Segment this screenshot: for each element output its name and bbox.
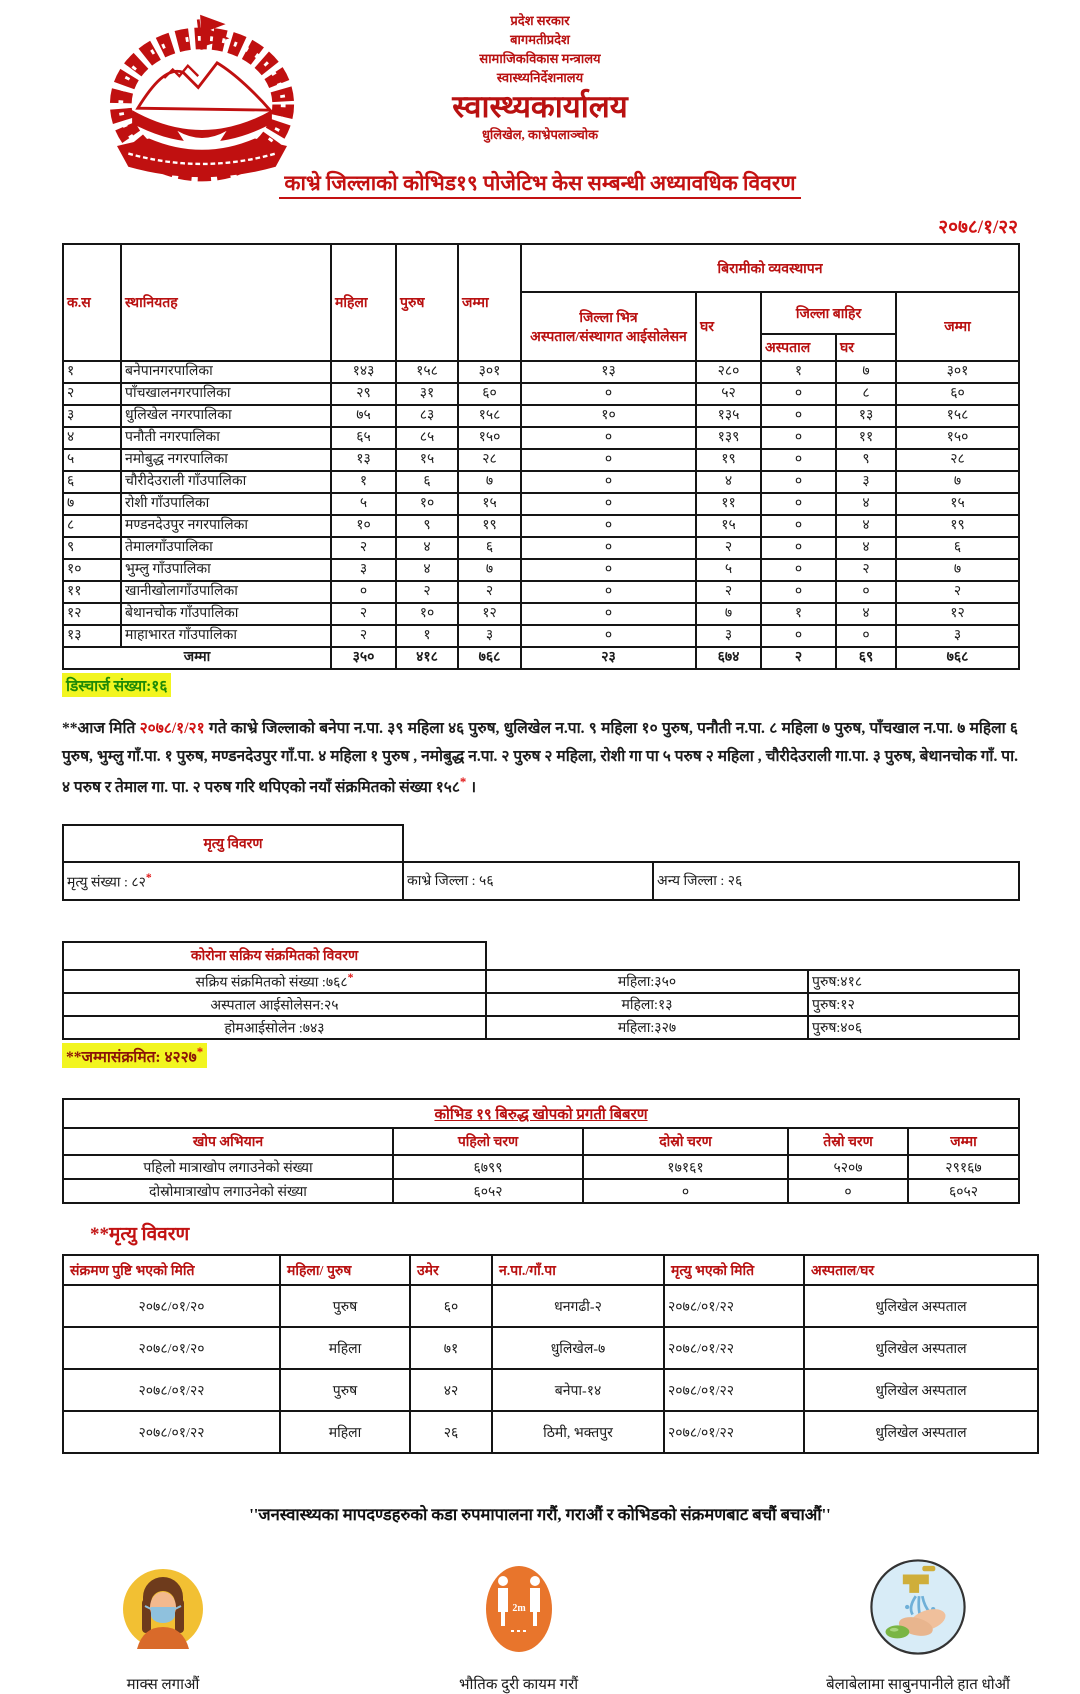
cell-female: २९ xyxy=(331,383,396,405)
cell-female: ६५ xyxy=(331,427,396,449)
municipality-row xyxy=(63,427,1019,449)
cell-sn: ६ xyxy=(63,471,121,493)
deaths-header-row xyxy=(63,1255,1038,1285)
col-header-sn: क.स xyxy=(63,244,121,361)
cell-total: २ xyxy=(458,581,521,603)
cell-home: १३९ xyxy=(696,427,761,449)
cell-male: ६ xyxy=(396,471,458,493)
deaths-col-hospital: अस्पताल/घर xyxy=(804,1255,1038,1285)
total-infected-wrap xyxy=(62,1043,1080,1068)
death-total-asterisk: * xyxy=(145,870,152,884)
cell-locality: धुलिखेल नगरपालिका xyxy=(121,405,331,427)
cell-locality: भुम्लु गाँउपालिका xyxy=(121,559,331,581)
nepal-government-emblem-icon xyxy=(96,10,308,180)
cell-locality: तेमालगाँउपालिका xyxy=(121,537,331,559)
death-age: ७१ xyxy=(410,1327,492,1369)
vaccine-label-cell: पहिलो मात्राखोप लगाउनेको संख्या xyxy=(63,1155,393,1179)
col-header-home: घर xyxy=(696,292,761,361)
cell-home: ७ xyxy=(696,603,761,625)
death-gender: महिला xyxy=(280,1411,410,1453)
vaccine-phase2-cell: १७१६१ xyxy=(583,1155,788,1179)
cell-outside-hospital: ० xyxy=(761,449,836,471)
cell-total: ७ xyxy=(458,559,521,581)
cell-sn: १० xyxy=(63,559,121,581)
cell-sn: १२ xyxy=(63,603,121,625)
total-female: ३५० xyxy=(331,647,396,669)
col-header-locality: स्थानियतह xyxy=(121,244,331,361)
municipality-row xyxy=(63,405,1019,427)
active-female-cell: महिला:१३ xyxy=(486,993,808,1016)
cell-female: २ xyxy=(331,603,396,625)
municipality-case-table xyxy=(62,243,1020,670)
cell-home: १३५ xyxy=(696,405,761,427)
cell-sn: ३ xyxy=(63,405,121,427)
active-label-text: अस्पताल आईसोलेसन:२५ xyxy=(210,998,339,1014)
cell-home: २८० xyxy=(696,361,761,383)
active-female-cell: महिला:३५० xyxy=(486,970,808,993)
cell-outside-hospital: ० xyxy=(761,405,836,427)
death-date: २०७८/०१/२२ xyxy=(664,1411,804,1453)
active-title-row xyxy=(63,942,1019,970)
cell-grand-total: १५ xyxy=(896,493,1019,515)
district-inside-label: जिल्ला भित्र xyxy=(579,310,638,326)
death-gender: पुरुष xyxy=(280,1285,410,1327)
death-record-row xyxy=(63,1327,1038,1369)
cell-locality: मण्डनदेउपुर नगरपालिका xyxy=(121,515,331,537)
cell-grand-total: २ xyxy=(896,581,1019,603)
vaccine-progress-table xyxy=(62,1098,1020,1204)
cell-home: ५२ xyxy=(696,383,761,405)
col-header-male: पुरुष xyxy=(396,244,458,361)
cell-grand-total: २८ xyxy=(896,449,1019,471)
distance-badge: 2m xyxy=(511,1603,526,1615)
active-label-cell xyxy=(63,1016,486,1039)
cell-total: ३०१ xyxy=(458,361,521,383)
death-total-text: मृत्यु संख्या : ८२ xyxy=(67,875,146,891)
government-line-4: स्वास्थ्यनिर्देशनालय xyxy=(496,69,584,85)
col-header-district-outside: जिल्ला बाहिर xyxy=(761,292,896,334)
death-date: २०७८/०१/२२ xyxy=(664,1369,804,1411)
cell-female: ७५ xyxy=(331,405,396,427)
total-home: ६७४ xyxy=(696,647,761,669)
office-name: स्वास्थ्यकार्यालय xyxy=(452,89,628,125)
paragraph-asterisk: * xyxy=(459,774,467,790)
vaccine-col-total: जम्मा xyxy=(908,1128,1019,1155)
cell-male: १० xyxy=(396,493,458,515)
cell-male: १५८ xyxy=(396,361,458,383)
vaccine-row xyxy=(63,1155,1019,1179)
paragraph-body: गते काभ्रे जिल्लाको बनेपा न.पा. ३९ महिला ४६ पुरुष, धुलिखेल न.पा. ९ महिला १० पुरुष, पनौती न.पा. ८ महिला ७ पुरुष, पाँचखाल न.पा. ७ महिला ६ पुरुष, भुम्लु गाँ.पा. १ पुरुष, मण्डनदेउपुर गाँ.पा. ४ महिला १ पुरुष , नमोबुद्ध न.पा. २ पुरुष २ महिला, रोशी गा पा ५ परुष २ महिला , चौरीदेउराली गा.पा. ३ पुरुष, बेथानचोक गाँ. पा. ४ परुष र तेमाल गा. पा. २ परुष गरि थपिएको नयाँ संक्रमितको संख्या १५८ xyxy=(62,720,1018,797)
vaccine-phase1-cell: ६७९९ xyxy=(393,1155,583,1179)
cell-outside-hospital: ० xyxy=(761,427,836,449)
cell-outside-hospital: ० xyxy=(761,383,836,405)
cell-home: १९ xyxy=(696,449,761,471)
discharge-note-wrap xyxy=(62,673,1080,697)
municipality-row xyxy=(63,493,1019,515)
cell-male: ८३ xyxy=(396,405,458,427)
cell-home: २ xyxy=(696,581,761,603)
government-line-2: बागमतीप्रदेश xyxy=(510,31,570,47)
vaccine-title-text: कोभिड १९ बिरुद्ध खोपको प्रगती बिबरण xyxy=(434,1106,648,1123)
cell-total: १५८ xyxy=(458,405,521,427)
cell-sn: १३ xyxy=(63,625,121,647)
cell-sn: ८ xyxy=(63,515,121,537)
cell-outside-hospital: १ xyxy=(761,361,836,383)
total-infected-note xyxy=(62,1043,207,1068)
death-confirm-date: २०७८/०१/२२ xyxy=(63,1369,280,1411)
vaccine-phase3-cell: ० xyxy=(788,1179,908,1203)
discharge-note: डिस्चार्ज संख्या:१६ xyxy=(62,673,171,697)
cell-outside-home: ४ xyxy=(836,515,896,537)
cell-home: ३ xyxy=(696,625,761,647)
public-health-quote: ''जनस्वास्थ्यका मापदण्डहरुको कडा रुपमापालना गरौं, गराऔं र कोभिडको संक्रमणबाट बचौं बचाऔं'' xyxy=(249,1505,831,1525)
municipality-row xyxy=(63,383,1019,405)
municipality-row xyxy=(63,515,1019,537)
cell-female: ० xyxy=(331,581,396,603)
total-outside-home: ६९ xyxy=(836,647,896,669)
cell-female: १४३ xyxy=(331,361,396,383)
death-confirm-date: २०७८/०१/२० xyxy=(63,1285,280,1327)
total-infected-text: **जम्मासंक्रमित: ४२२७ xyxy=(66,1049,197,1067)
total-label: जम्मा xyxy=(63,647,331,669)
cell-grand-total: १२ xyxy=(896,603,1019,625)
document-title-text: काभ्रे जिल्लाको कोभिड१९ पोजेटिभ केस सम्बन्धी अध्यावधिक विवरण xyxy=(279,171,800,199)
active-label-text: होमआईसोलेन :७४३ xyxy=(224,1021,325,1037)
cell-outside-hospital: ० xyxy=(761,515,836,537)
paragraph-date: २०७८/१/२१ xyxy=(139,720,205,738)
handwash-caption: बेलाबेलामा साबुनपानीले हात धोऔं xyxy=(826,1677,1010,1694)
vaccine-total-cell: २९१६७ xyxy=(908,1155,1019,1179)
death-summary-title-row xyxy=(63,825,1019,862)
vaccine-total-cell: ६०५२ xyxy=(908,1179,1019,1203)
cell-sn: ११ xyxy=(63,581,121,603)
municipality-row xyxy=(63,559,1019,581)
cell-male: ४ xyxy=(396,559,458,581)
death-record-row xyxy=(63,1369,1038,1411)
cell-outside-home: २ xyxy=(836,559,896,581)
cell-outside-hospital: ० xyxy=(761,559,836,581)
active-male-cell: पुरुष:१२ xyxy=(808,993,1019,1016)
death-age: ४२ xyxy=(410,1369,492,1411)
cell-locality: खानीखोलागाँउपालिका xyxy=(121,581,331,603)
cell-outside-home: ३ xyxy=(836,471,896,493)
cell-locality: पाँचखालनगरपालिका xyxy=(121,383,331,405)
death-date: २०७८/०१/२२ xyxy=(664,1285,804,1327)
col-header-outside-home: घर xyxy=(836,334,896,361)
cell-total: १५ xyxy=(458,493,521,515)
cell-district-inside: ० xyxy=(521,537,696,559)
death-hospital: धुलिखेल अस्पताल xyxy=(804,1369,1038,1411)
active-male-cell: पुरुष:४०६ xyxy=(808,1016,1019,1039)
deaths-col-locality: न.पा./गाँ.पा xyxy=(492,1255,664,1285)
death-confirm-date: २०७८/०१/२२ xyxy=(63,1411,280,1453)
vaccine-title-row xyxy=(63,1099,1019,1128)
mask-caption: माक्स लगाऔं xyxy=(126,1677,200,1694)
handwash-icon xyxy=(866,1555,970,1659)
distance-advice xyxy=(459,1559,578,1694)
cell-home: ५ xyxy=(696,559,761,581)
cell-home: १५ xyxy=(696,515,761,537)
municipality-row xyxy=(63,625,1019,647)
death-hospital: धुलिखेल अस्पताल xyxy=(804,1327,1038,1369)
cell-district-inside: ० xyxy=(521,559,696,581)
cell-home: २ xyxy=(696,537,761,559)
cell-male: २ xyxy=(396,581,458,603)
active-row xyxy=(63,993,1019,1016)
district-inside-sublabel: अस्पताल/संस्थागत आईसोलेसन xyxy=(530,329,687,345)
cell-grand-total: १९ xyxy=(896,515,1019,537)
cell-female: १३ xyxy=(331,449,396,471)
vaccine-col-campaign: खोप अभियान xyxy=(63,1128,393,1155)
cell-outside-home: ७ xyxy=(836,361,896,383)
cell-outside-home: ४ xyxy=(836,603,896,625)
cell-locality: बनेपानगरपालिका xyxy=(121,361,331,383)
vaccine-col-phase1: पहिलो चरण xyxy=(393,1128,583,1155)
total-infected-asterisk: * xyxy=(196,1043,204,1059)
cell-locality: माहाभारत गाँउपालिका xyxy=(121,625,331,647)
cell-district-inside: ० xyxy=(521,471,696,493)
cell-male: ४ xyxy=(396,537,458,559)
cell-total: ७ xyxy=(458,471,521,493)
death-age: २६ xyxy=(410,1411,492,1453)
cell-female: ५ xyxy=(331,493,396,515)
cell-female: २ xyxy=(331,537,396,559)
death-hospital: धुलिखेल अस्पताल xyxy=(804,1285,1038,1327)
cell-total: ६ xyxy=(458,537,521,559)
total-district-inside: २३ xyxy=(521,647,696,669)
paragraph-suffix: । xyxy=(466,779,477,797)
spacer-cell xyxy=(403,825,653,862)
cell-grand-total: १५८ xyxy=(896,405,1019,427)
death-locality: ठिमी, भक्तपुर xyxy=(492,1411,664,1453)
cell-district-inside: १० xyxy=(521,405,696,427)
death-date: २०७८/०१/२२ xyxy=(664,1327,804,1369)
cell-grand-total: ३ xyxy=(896,625,1019,647)
active-male-cell: पुरुष:४१८ xyxy=(808,970,1019,993)
death-confirm-date: २०७८/०१/२० xyxy=(63,1327,280,1369)
cell-male: ८५ xyxy=(396,427,458,449)
municipality-row xyxy=(63,361,1019,383)
cell-grand-total: ७ xyxy=(896,559,1019,581)
cell-male: १ xyxy=(396,625,458,647)
active-table-title: कोरोना सक्रिय संक्रमितको विवरण xyxy=(63,942,486,970)
col-header-management: बिरामीको व्यवस्थापन xyxy=(521,244,1019,292)
cell-total: ३ xyxy=(458,625,521,647)
cell-outside-hospital: ० xyxy=(761,471,836,493)
cell-district-inside: ० xyxy=(521,449,696,471)
total-male: ४१८ xyxy=(396,647,458,669)
spacer-cell xyxy=(653,825,1019,862)
cell-female: ३ xyxy=(331,559,396,581)
death-total-cell xyxy=(63,862,403,900)
cell-grand-total: ७ xyxy=(896,471,1019,493)
cell-district-inside: ० xyxy=(521,603,696,625)
cell-female: १ xyxy=(331,471,396,493)
cell-male: ३१ xyxy=(396,383,458,405)
cell-sn: ४ xyxy=(63,427,121,449)
vaccine-label-cell: दोस्रोमात्राखोप लगाउनेको संख्या xyxy=(63,1179,393,1203)
vaccine-phase1-cell: ६०५२ xyxy=(393,1179,583,1203)
cell-district-inside: ० xyxy=(521,581,696,603)
cell-grand-total: ६० xyxy=(896,383,1019,405)
office-location: धुलिखेल, काभ्रेपलाञ्चोक xyxy=(481,127,599,143)
municipality-row xyxy=(63,581,1019,603)
daily-summary-paragraph xyxy=(62,715,1018,802)
death-gender: महिला xyxy=(280,1327,410,1369)
col-header-total: जम्मा xyxy=(458,244,521,361)
government-line-1: प्रदेश सरकार xyxy=(510,13,570,28)
cell-district-inside: ० xyxy=(521,427,696,449)
mask-icon xyxy=(115,1563,211,1659)
cell-locality: नमोबुद्ध नगरपालिका xyxy=(121,449,331,471)
cell-outside-home: ० xyxy=(836,581,896,603)
total-outside-hospital: २ xyxy=(761,647,836,669)
cell-total: ६० xyxy=(458,383,521,405)
cell-total: १२ xyxy=(458,603,521,625)
cell-home: ४ xyxy=(696,471,761,493)
death-hospital: धुलिखेल अस्पताल xyxy=(804,1411,1038,1453)
cell-sn: ९ xyxy=(63,537,121,559)
distance-icon xyxy=(471,1559,567,1659)
distance-caption: भौतिक दुरी कायम गरौं xyxy=(458,1677,579,1694)
cell-sn: १ xyxy=(63,361,121,383)
cell-district-inside: ० xyxy=(521,383,696,405)
col-header-grand-total: जम्मा xyxy=(896,292,1019,361)
spacer-cell xyxy=(808,942,1019,970)
cell-outside-hospital: ० xyxy=(761,625,836,647)
cell-outside-hospital: ० xyxy=(761,581,836,603)
cell-outside-home: ८ xyxy=(836,383,896,405)
municipality-row xyxy=(63,449,1019,471)
vaccine-phase3-cell: ५२०७ xyxy=(788,1155,908,1179)
active-label-cell xyxy=(63,993,486,1016)
cell-outside-home: ४ xyxy=(836,537,896,559)
active-label-cell xyxy=(63,970,486,993)
death-age: ६० xyxy=(410,1285,492,1327)
spacer-cell xyxy=(486,942,808,970)
cell-male: १५ xyxy=(396,449,458,471)
death-details-table xyxy=(62,1254,1039,1454)
active-infections-table xyxy=(62,941,1020,1040)
total-grand-total: ७६८ xyxy=(896,647,1019,669)
death-locality: धुलिखेल-७ xyxy=(492,1327,664,1369)
cell-grand-total: ३०१ xyxy=(896,361,1019,383)
active-asterisk: * xyxy=(347,971,354,985)
cell-home: ११ xyxy=(696,493,761,515)
death-record-row xyxy=(63,1285,1038,1327)
cell-district-inside: ० xyxy=(521,493,696,515)
cell-district-inside: ० xyxy=(521,625,696,647)
report-date: २०७८/१/२२ xyxy=(938,217,1018,239)
death-locality: धनगढी-२ xyxy=(492,1285,664,1327)
municipality-row xyxy=(63,537,1019,559)
cell-sn: ५ xyxy=(63,449,121,471)
cell-grand-total: १५० xyxy=(896,427,1019,449)
vaccine-row xyxy=(63,1179,1019,1203)
deaths-col-death-date: मृत्यु भएको मिति xyxy=(664,1255,804,1285)
municipality-row xyxy=(63,471,1019,493)
cell-outside-home: १३ xyxy=(836,405,896,427)
deaths-col-gender: महिला/ पुरुष xyxy=(280,1255,410,1285)
cell-outside-home: ११ xyxy=(836,427,896,449)
cell-total: १९ xyxy=(458,515,521,537)
cell-grand-total: ६ xyxy=(896,537,1019,559)
death-locality: बनेपा-१४ xyxy=(492,1369,664,1411)
report-header xyxy=(0,0,1080,143)
health-advice-icons xyxy=(115,1555,1010,1694)
cell-locality: रोशी गाँउपालिका xyxy=(121,493,331,515)
death-summary-title: मृत्यु विवरण xyxy=(63,825,403,862)
active-label-text: सक्रिय संक्रमितको संख्या :७६८ xyxy=(195,975,348,991)
cell-locality: बेथानचोक गाँउपालिका xyxy=(121,603,331,625)
active-row xyxy=(63,970,1019,993)
vaccine-table-title xyxy=(63,1099,1019,1128)
totals-row xyxy=(63,647,1019,669)
deaths-section-heading: **मृत्यु विवरण xyxy=(90,1224,190,1246)
cell-sn: ७ xyxy=(63,493,121,515)
cell-male: १० xyxy=(396,603,458,625)
death-gender: पुरुष xyxy=(280,1369,410,1411)
vaccine-col-phase3: तेस्रो चरण xyxy=(788,1128,908,1155)
cell-locality: चौरीदेउराली गाँउपालिका xyxy=(121,471,331,493)
death-other-cell: अन्य जिल्ला : २६ xyxy=(653,862,1019,900)
government-line-3: सामाजिकविकास मन्त्रालय xyxy=(479,50,601,66)
cell-outside-home: ४ xyxy=(836,493,896,515)
active-female-cell: महिला:३२७ xyxy=(486,1016,808,1039)
col-header-district-inside xyxy=(521,292,696,361)
cell-outside-home: ० xyxy=(836,625,896,647)
death-summary-data-row xyxy=(63,862,1019,900)
vaccine-phase2-cell: ० xyxy=(583,1179,788,1203)
cell-female: १० xyxy=(331,515,396,537)
death-record-row xyxy=(63,1411,1038,1453)
handwash-advice xyxy=(826,1555,1010,1694)
col-header-outside-hospital: अस्पताल xyxy=(761,334,836,361)
cell-outside-hospital: ० xyxy=(761,493,836,515)
col-header-female: महिला xyxy=(331,244,396,361)
cell-locality: पनौती नगरपालिका xyxy=(121,427,331,449)
cell-male: ९ xyxy=(396,515,458,537)
paragraph-prefix: **आज मिति xyxy=(62,720,140,738)
total-total: ७६८ xyxy=(458,647,521,669)
vaccine-col-phase2: दोस्रो चरण xyxy=(583,1128,788,1155)
cell-total: १५० xyxy=(458,427,521,449)
cell-female: २ xyxy=(331,625,396,647)
vaccine-header-row xyxy=(63,1128,1019,1155)
active-row xyxy=(63,1016,1019,1039)
cell-outside-home: ९ xyxy=(836,449,896,471)
cell-sn: २ xyxy=(63,383,121,405)
deaths-col-confirm-date: संक्रमण पुष्टि भएको मिति xyxy=(63,1255,280,1285)
cell-district-inside: १३ xyxy=(521,361,696,383)
cell-outside-hospital: १ xyxy=(761,603,836,625)
municipality-row xyxy=(63,603,1019,625)
deaths-col-age: उमेर xyxy=(410,1255,492,1285)
cell-outside-hospital: ० xyxy=(761,537,836,559)
death-kavre-cell: काभ्रे जिल्ला : ५६ xyxy=(403,862,653,900)
cell-district-inside: ० xyxy=(521,515,696,537)
cell-total: २८ xyxy=(458,449,521,471)
death-summary-table xyxy=(62,824,1020,901)
mask-advice xyxy=(115,1563,211,1694)
